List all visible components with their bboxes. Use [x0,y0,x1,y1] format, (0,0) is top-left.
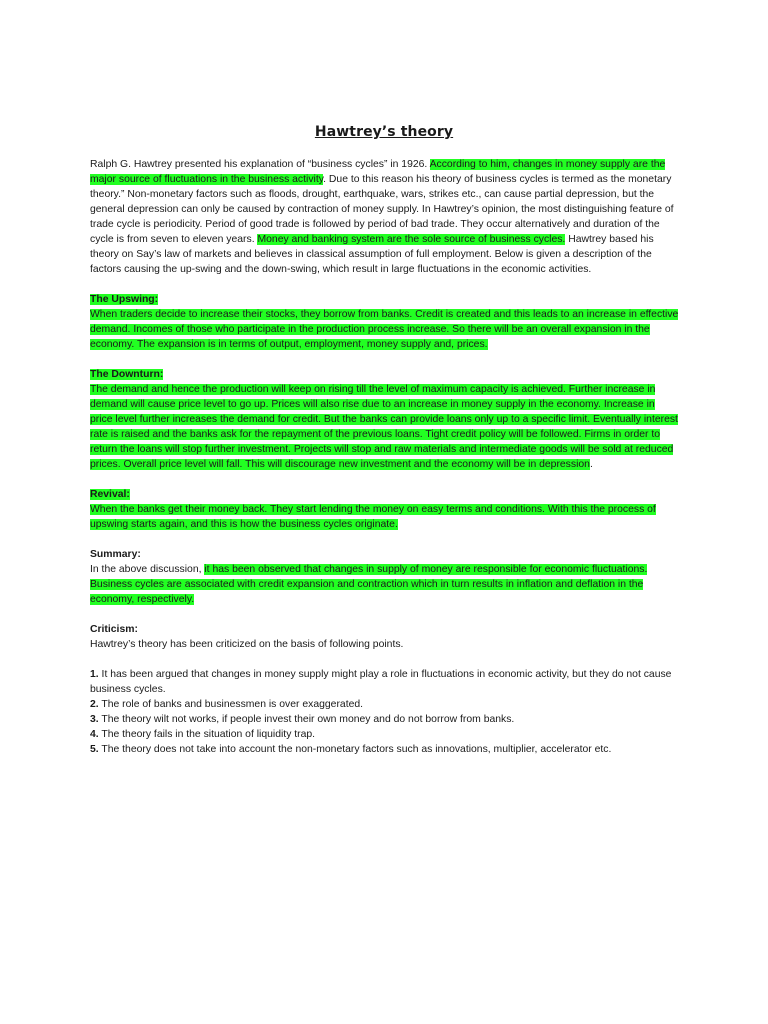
downturn-tail: . [589,459,593,470]
intro-text-2: . Due to this reason his theory of business cycles is termed as the monetary theory.” Non-monetary factors such as floods, drought, earthquake, wars, strikes etc., can cause partial depression, but the general depression can only be caused by contraction of money supply. In Hawtrey’s opinion, the most distinguishing feature of trade cycle is periodicity. Period of good trade is followed by period of bad trade. They occur alternatively and duration of the cycle is from seven to eleven years. [90,174,674,245]
downturn-body: The demand and hence the production will keep on rising till the level of maximum capacity is achieved. Further increase in demand will cause price level to go up. Prices will also rise due to an increase in money supply in the economy. Increase in price level further increases the demand for credit. But the banks can provide loans only up to a specific limit. Eventually interest rate is raised and the banks ask for the repayment of the previous loans. Tight credit policy will be followed. Firms in order to return the loans will stop further investment. Projects will stop and raw materials and intermediate goods will be sold at reduced prices. Overall price level will fall. This will discourage new investment and the economy will be in depression [90,384,678,470]
revival-heading-text: Revival: [90,489,130,500]
list-item-text: The theory fails in the situation of liquidity trap. [98,729,316,740]
list-item [90,727,680,742]
downturn-paragraph [90,382,680,472]
summary-heading: Summary: [90,549,141,560]
intro-highlight-1: According to him, changes in money supply are the major source of fluctuations in the business activity [90,159,666,185]
list-item-number: 2. [90,699,99,710]
list-item-text: The role of banks and businessmen is over exaggerated. [98,699,364,710]
summary-body: it has been observed that changes in supply of money are responsible for economic fluctuations. Business cycles are associated with credit expansion and contraction which in turn results in inflation and deflation in the economy, respectively. [90,564,648,605]
intro-text-1: Ralph G. Hawtrey presented his explanation of “business cycles” in 1926. [90,159,430,170]
list-item [90,742,680,757]
downturn-heading [90,367,680,382]
intro-paragraph [90,157,680,277]
list-item-text: The theory does not take into account the non-monetary factors such as innovations, multiplier, accelerator etc. [98,744,612,755]
list-item [90,697,680,712]
list-item-number: 3. [90,714,99,725]
list-item-text: It has been argued that changes in money supply might play a role in fluctuations in economic activity, but they do not cause business cycles. [90,669,672,695]
criticism-heading: Criticism: [90,624,138,635]
list-item-number: 1. [90,669,99,680]
upswing-body: When traders decide to increase their stocks, they borrow from banks. Credit is created and this leads to an increase in effective demand. Incomes of those who participate in the production process increase. So there will be an overall expansion in the economy. The expansion is in terms of output, employment, money supply and, prices. [90,309,679,350]
summary-lead: In the above discussion, [90,564,205,575]
intro-highlight-2: Money and banking system are the sole source of business cycles. [257,234,566,245]
document-title: Hawtrey’s theory [314,124,454,140]
criticism-list [90,667,680,757]
revival-heading [90,487,680,502]
list-item [90,667,680,697]
downturn-heading-text: The Downturn: [90,369,164,380]
list-item-number: 5. [90,744,99,755]
revival-paragraph [90,502,680,532]
upswing-paragraph [90,307,680,352]
revival-body: When the banks get their money back. They start lending the money on easy terms and conditions. With this the process of upswing starts again, and this is how the business cycles originate. [90,504,656,530]
intro-text-3: Hawtrey based his theory on Say’s law of markets and believes in classical assumption of full employment. Below is given a description of the factors causing the up-swing and the down-swing, which result in large fluctuations in the economic activities. [90,234,654,275]
list-item-text: The theory wilt not works, if people invest their own money and do not borrow from banks. [98,714,515,725]
upswing-heading-text: The Upswing: [90,294,159,305]
list-item [90,712,680,727]
summary-paragraph [90,562,680,607]
criticism-intro: Hawtrey’s theory has been criticized on the basis of following points. [90,639,404,650]
document-body [90,157,680,757]
upswing-heading [90,292,680,307]
list-item-number: 4. [90,729,99,740]
